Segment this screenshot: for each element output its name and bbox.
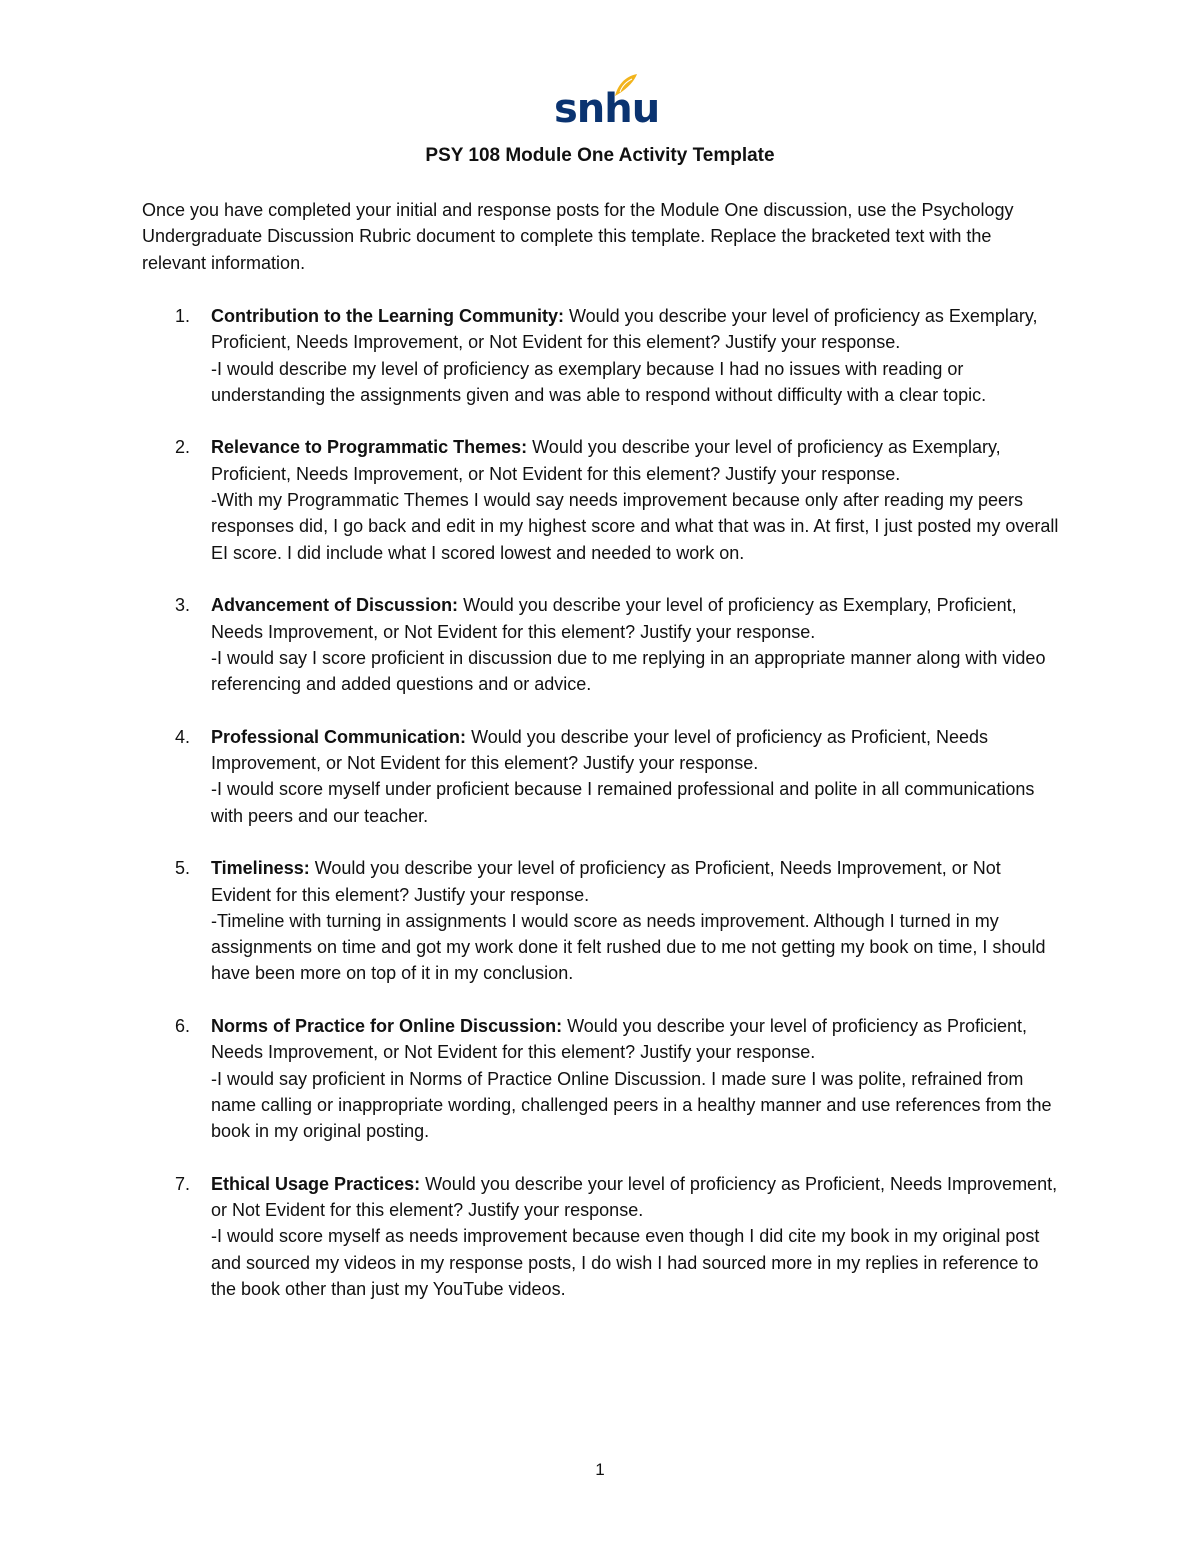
rubric-item [142, 724, 1062, 829]
item-question: Would you describe your level of proficiency as Proficient, Needs Improvement, or Not Evident for this element? Justify your response. [211, 726, 988, 774]
rubric-item [142, 855, 1062, 986]
rubric-item [142, 434, 1062, 565]
item-question: Would you describe your level of proficiency as Proficient, Needs Improvement, or Not Evident for this element? Justify your response. [211, 1173, 1058, 1221]
page-number: 1 [595, 1460, 605, 1479]
item-answer: -I would describe my level of proficiency as exemplary because I had no issues with reading or understanding the assignments given and was able to respond without difficulty with a clear topic. [211, 358, 987, 405]
snhu-logo [554, 72, 660, 134]
item-number: 5. [175, 858, 191, 879]
item-number: 3. [175, 595, 191, 616]
item-label: Ethical Usage Practices: [211, 1173, 421, 1194]
item-question: Would you describe your level of proficiency as Exemplary, Proficient, Needs Improvement, or Not Evident for this element? Justify your response. [211, 437, 1001, 484]
item-answer: -I would say I score proficient in discussion due to me replying in an appropriate manner along with video referencing and added questions and or advice. [211, 647, 1046, 695]
item-answer: -I would score myself as needs improvement because even though I did cite my book in my original post and sourced my videos in my response posts, I do wish I had sourced more in my replies in reference to the book other than just my YouTube videos. [211, 1226, 1040, 1299]
item-question: Would you describe your level of proficiency as Proficient, Needs Improvement, or Not Evident for this element? Justify your response. [211, 858, 1001, 905]
item-label: Norms of Practice for Online Discussion: [211, 1016, 563, 1037]
item-number: 6. [175, 1016, 191, 1037]
rubric-item [142, 1171, 1062, 1302]
rubric-item [142, 303, 1062, 408]
item-number: 4. [175, 726, 191, 747]
rubric-item [142, 592, 1062, 697]
item-number: 2. [175, 437, 191, 458]
intro-paragraph: Once you have completed your initial and response posts for the Module One discussion, use the Psychology Undergraduate Discussion Rubric document to complete this template. Replace the bracketed text with the relevant information. [142, 200, 1014, 273]
item-answer: -I would score myself under proficient because I remained professional and polite in all communications with peers and our teacher. [211, 779, 1035, 826]
item-number: 1. [175, 306, 191, 326]
rubric-item-list [142, 303, 1062, 1329]
item-number: 7. [175, 1173, 191, 1194]
rubric-item [142, 1013, 1062, 1144]
item-label: Contribution to the Learning Community: [211, 306, 564, 326]
item-question: Would you describe your level of proficiency as Exemplary, Proficient, Needs Improvement, or Not Evident for this element? Justify your response. [211, 595, 1017, 642]
item-answer: -Timeline with turning in assignments I would score as needs improvement. Although I turned in my assignments on time and got my work done it felt rushed due to me not getting my book on time, I should have been more on top of it in my conclusion. [211, 910, 1046, 984]
item-label: Professional Communication: [211, 726, 467, 747]
document-title: PSY 108 Module One Activity Template [425, 145, 775, 166]
item-answer: -I would say proficient in Norms of Practice Online Discussion. I made sure I was polite, refrained from name calling or inappropriate wording, challenged peers in a healthy manner and use references from the book in my original posting. [211, 1068, 1052, 1142]
item-label: Relevance to Programmatic Themes: [211, 437, 528, 458]
item-label: Advancement of Discussion: [211, 595, 459, 616]
item-label: Timeliness: [211, 858, 310, 879]
logo-wordmark: snhu [554, 86, 660, 132]
item-question: Would you describe your level of proficiency as Exemplary, Proficient, Needs Improvement, or Not Evident for this element? Justify your response. [211, 306, 1038, 353]
item-question: Would you describe your level of proficiency as Proficient, Needs Improvement, or Not Evident for this element? Justify your response. [211, 1016, 1027, 1063]
item-answer: -With my Programmatic Themes I would say needs improvement because only after reading my peers responses did, I go back and edit in my highest score and what that was in. At first, I just posted my overall EI score. I did include what I scored lowest and needed to work on. [211, 490, 1059, 563]
